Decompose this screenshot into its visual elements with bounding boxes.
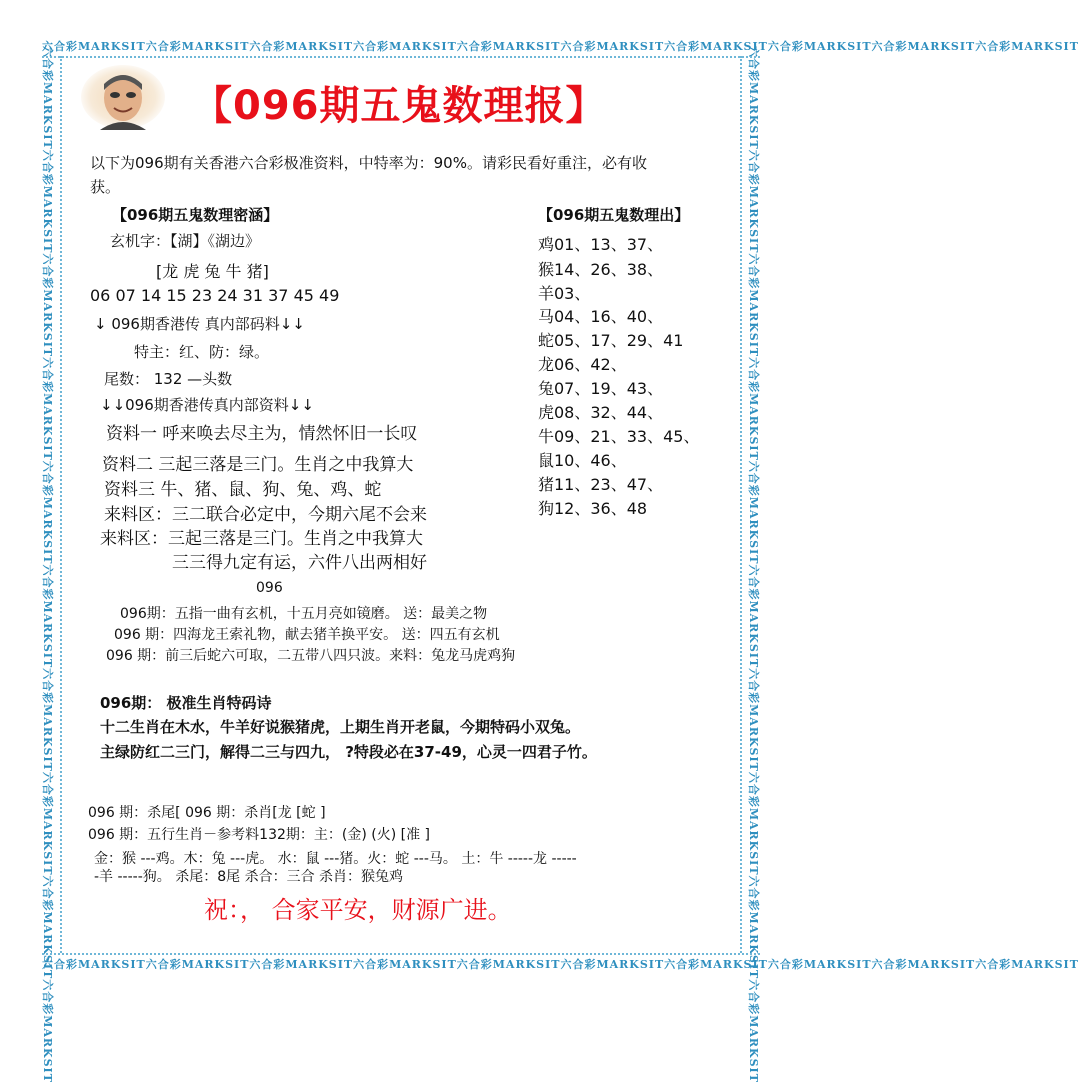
inside-header-1: ↓ 096期香港传 真内部码料↓↓: [94, 315, 305, 333]
inside-header-2: ↓↓096期香港传真内部资料↓↓: [100, 396, 314, 414]
xuanji-text: 玄机字：【湖】《湖边》: [110, 232, 261, 250]
border-left-text: 六合彩MARKSIT六合彩MARKSIT六合彩MARKSIT六合彩MARKSIT六合彩MARKSIT六合彩MARKSIT六合彩MARKSIT六合彩MARKSIT六合彩MARKSIT六合彩MARKSIT: [41, 46, 54, 1083]
list-item: 蛇05、17、29、41: [538, 331, 684, 350]
bottom-line-3: 金：猴 ---鸡。木：兔 ---虎。 水：鼠 ---猪。火：蛇 ---马。 土：牛 -----龙 -----: [94, 851, 577, 867]
laliao-2: 来料区：三起三落是三门。生肖之中我算大: [100, 529, 423, 549]
list-item: 猴14、26、38、: [538, 260, 664, 279]
laliao-1: 来料区：三二联合必定中，今期六尾不会来: [104, 505, 427, 525]
border-dotline-left: [60, 56, 62, 953]
list-item: 牛09、21、33、45、: [538, 427, 700, 446]
border-dotline-top: [42, 56, 760, 58]
bottom-line-2: 096 期：五行生肖－参考料132期：主：(金) (火) [准 ]: [88, 827, 431, 843]
tezhu-text: 特主：红、防：绿。: [134, 343, 270, 361]
border-dotline-bottom: [42, 953, 760, 955]
numbers-text: 06 07 14 15 23 24 31 37 45 49: [90, 286, 340, 305]
tema-line-2: 主绿防红二三门，解得二三与四九， ?特段必在37-49，心灵一四君子竹。: [100, 743, 597, 761]
animals-text: [龙 虎 兔 牛 猪]: [156, 262, 269, 281]
list-item: 虎08、32、44、: [538, 403, 664, 422]
poem-line-3: 096 期：前三后蛇六可取，二五带八四只波。来料：兔龙马虎鸡狗: [106, 648, 516, 664]
tema-line-1: 十二生肖在木水，牛羊好说猴猪虎，上期生肖开老鼠，今期特码小双兔。: [100, 718, 581, 736]
ziliao-3: 资料三 牛、猪、鼠、狗、兔、鸡、蛇: [104, 480, 382, 500]
list-item: 鸡01、13、37、: [538, 235, 664, 254]
border-bottom-text: 六合彩MARKSIT六合彩MARKSIT六合彩MARKSIT六合彩MARKSIT六合彩MARKSIT六合彩MARKSIT六合彩MARKSIT六合彩MARKSIT六合彩MARKSIT六合彩MARKSIT: [42, 958, 1079, 971]
ziliao-1: 资料一 呼来唤去尽主为，情然怀旧一长叹: [106, 424, 418, 444]
left-section-header: 【096期五鬼数理密涵】: [112, 206, 279, 224]
list-item: 狗12、36、48: [538, 499, 648, 518]
list-item: 龙06、42、: [538, 355, 627, 374]
poem-label: 096: [256, 580, 283, 596]
page-title: 【096期五鬼数理报】: [192, 83, 607, 129]
weishu-text: 尾数： 132 —头数: [104, 370, 233, 388]
list-item: 鼠10、46、: [538, 451, 627, 470]
border-top-text: 六合彩MARKSIT六合彩MARKSIT六合彩MARKSIT六合彩MARKSIT六合彩MARKSIT六合彩MARKSIT六合彩MARKSIT六合彩MARKSIT六合彩MARKSIT六合彩MARKSIT: [42, 40, 1079, 53]
poem-line-1: 096期：五指一曲有玄机，十五月亮如镜磨。 送：最美之物: [120, 606, 488, 622]
intro-line-2: 获。: [90, 178, 121, 196]
tema-header: 096期： 极准生肖特码诗: [100, 694, 272, 712]
list-item: 马04、16、40、: [538, 307, 664, 326]
border-dotline-right: [740, 56, 742, 953]
bottom-line-4: -羊 -----狗。 杀尾：8尾 杀合：三合 杀肖：猴兔鸡: [94, 869, 404, 885]
ziliao-2: 资料二 三起三落是三门。生肖之中我算大: [102, 455, 414, 475]
list-item: 猪11、23、47、: [538, 475, 664, 494]
portrait-image: [80, 64, 166, 130]
intro-line-1: 以下为096期有关香港六合彩极准资料，中特率为：90%。请彩民看好重注，必有收: [90, 154, 647, 172]
list-item: 兔07、19、43、: [538, 379, 664, 398]
blessing-text: 祝：， 合家平安，财源广进。: [204, 896, 512, 924]
bottom-line-1: 096 期：杀尾[ 096 期：杀肖[龙 [蛇 ]: [88, 805, 326, 821]
laliao-3: 三三得九定有运，六件八出两相好: [172, 553, 427, 573]
list-item: 羊03、: [538, 284, 591, 303]
border-right-text: 六合彩MARKSIT六合彩MARKSIT六合彩MARKSIT六合彩MARKSIT六合彩MARKSIT六合彩MARKSIT六合彩MARKSIT六合彩MARKSIT六合彩MARKSIT六合彩MARKSIT: [747, 46, 760, 1083]
right-section-header: 【096期五鬼数理出】: [538, 206, 690, 224]
poem-line-2: 096 期：四海龙王索礼物，献去猪羊换平安。 送：四五有玄机: [114, 627, 500, 643]
